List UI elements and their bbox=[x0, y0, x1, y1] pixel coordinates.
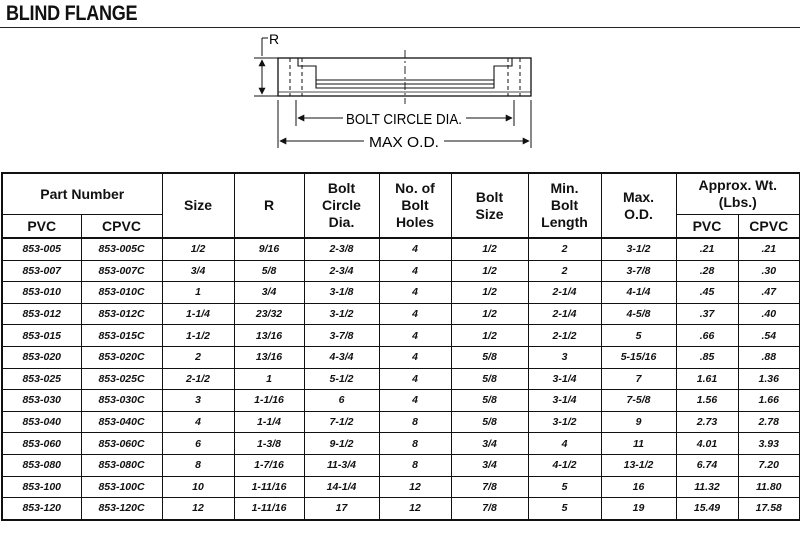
table-row bbox=[2, 433, 800, 455]
cell-r: 1-1/4 bbox=[234, 411, 304, 433]
cell-bolt-circle-dia: 3-1/8 bbox=[304, 282, 379, 304]
cell-max-od: 7-5/8 bbox=[601, 390, 676, 412]
cell-min-bolt-length: 2-1/2 bbox=[528, 325, 601, 347]
cell-r: 1-11/16 bbox=[234, 498, 304, 520]
cell-cpvc-part: 853-060C bbox=[81, 433, 162, 455]
cell-pvc-part: 853-100 bbox=[2, 476, 81, 498]
cell-cpvc-part: 853-100C bbox=[81, 476, 162, 498]
cell-bolt-holes: 4 bbox=[379, 282, 451, 304]
table-row bbox=[2, 346, 800, 368]
cell-min-bolt-length: 3-1/4 bbox=[528, 368, 601, 390]
cell-pvc-part: 853-007 bbox=[2, 260, 81, 282]
cell-bolt-holes: 8 bbox=[379, 433, 451, 455]
cell-size: 12 bbox=[162, 498, 234, 520]
cell-size: 4 bbox=[162, 411, 234, 433]
flange-drawing bbox=[0, 0, 800, 170]
page-title: BLIND FLANGE bbox=[6, 2, 138, 25]
table-row bbox=[2, 411, 800, 433]
cell-r: 1-1/16 bbox=[234, 390, 304, 412]
cell-pvc-part: 853-040 bbox=[2, 411, 81, 433]
header-bolt-size-line2: Size bbox=[475, 205, 504, 222]
cell-min-bolt-length: 2-1/4 bbox=[528, 282, 601, 304]
r-label: R bbox=[269, 31, 280, 47]
cell-cpvc-part: 853-005C bbox=[81, 238, 162, 260]
header-pvc: PVC bbox=[2, 215, 81, 239]
cell-r: 5/8 bbox=[234, 260, 304, 282]
cell-size: 1-1/4 bbox=[162, 303, 234, 325]
cell-bolt-circle-dia: 3-7/8 bbox=[304, 325, 379, 347]
header-max-od-line2: O.D. bbox=[624, 205, 653, 222]
cell-bolt-size: 1/2 bbox=[451, 238, 528, 260]
cell-size: 8 bbox=[162, 454, 234, 476]
header-wt-cpvc: CPVC bbox=[738, 215, 800, 239]
cell-max-od: 7 bbox=[601, 368, 676, 390]
cell-wt-pvc: .37 bbox=[676, 303, 738, 325]
cell-min-bolt-length: 4 bbox=[528, 433, 601, 455]
header-wt-pvc: PVC bbox=[676, 215, 738, 239]
table-row bbox=[2, 454, 800, 476]
cell-wt-cpvc: 11.80 bbox=[738, 476, 800, 498]
cell-wt-cpvc: .88 bbox=[738, 346, 800, 368]
cell-bolt-holes: 4 bbox=[379, 260, 451, 282]
header-bolt-holes-line1: No. of bbox=[395, 180, 435, 197]
header-min-bolt-length-line3: Length bbox=[541, 213, 588, 230]
cell-bolt-circle-dia: 14-1/4 bbox=[304, 476, 379, 498]
bolt-circle-label: BOLT CIRCLE DIA. bbox=[346, 111, 462, 128]
cell-max-od: 3-7/8 bbox=[601, 260, 676, 282]
header-cpvc: CPVC bbox=[81, 215, 162, 239]
cell-bolt-size: 1/2 bbox=[451, 325, 528, 347]
cell-size: 6 bbox=[162, 433, 234, 455]
cell-wt-pvc: .85 bbox=[676, 346, 738, 368]
cell-size: 3 bbox=[162, 390, 234, 412]
cell-bolt-holes: 4 bbox=[379, 346, 451, 368]
cell-cpvc-part: 853-030C bbox=[81, 390, 162, 412]
cell-cpvc-part: 853-010C bbox=[81, 282, 162, 304]
cell-min-bolt-length: 3-1/2 bbox=[528, 411, 601, 433]
cell-wt-cpvc: 2.78 bbox=[738, 411, 800, 433]
cell-size: 2 bbox=[162, 346, 234, 368]
flange-body bbox=[278, 58, 531, 96]
table-row bbox=[2, 238, 800, 260]
cell-wt-pvc: 2.73 bbox=[676, 411, 738, 433]
cell-size: 3/4 bbox=[162, 260, 234, 282]
cell-max-od: 4-5/8 bbox=[601, 303, 676, 325]
cell-r: 1 bbox=[234, 368, 304, 390]
cell-cpvc-part: 853-080C bbox=[81, 454, 162, 476]
cell-r: 1-11/16 bbox=[234, 476, 304, 498]
header-min-bolt-length-line1: Min. bbox=[550, 180, 579, 197]
cell-bolt-holes: 4 bbox=[379, 325, 451, 347]
cell-pvc-part: 853-020 bbox=[2, 346, 81, 368]
cell-size: 1-1/2 bbox=[162, 325, 234, 347]
cell-size: 10 bbox=[162, 476, 234, 498]
cell-cpvc-part: 853-020C bbox=[81, 346, 162, 368]
cell-cpvc-part: 853-012C bbox=[81, 303, 162, 325]
header-bolt-circle-line2: Circle bbox=[322, 197, 361, 214]
cell-r: 1-3/8 bbox=[234, 433, 304, 455]
cell-min-bolt-length: 2 bbox=[528, 238, 601, 260]
cell-bolt-circle-dia: 17 bbox=[304, 498, 379, 520]
cell-pvc-part: 853-005 bbox=[2, 238, 81, 260]
cell-bolt-size: 5/8 bbox=[451, 390, 528, 412]
table-row bbox=[2, 325, 800, 347]
cell-pvc-part: 853-060 bbox=[2, 433, 81, 455]
cell-wt-cpvc: .54 bbox=[738, 325, 800, 347]
cell-bolt-size: 1/2 bbox=[451, 282, 528, 304]
cell-wt-cpvc: .40 bbox=[738, 303, 800, 325]
cell-wt-pvc: 4.01 bbox=[676, 433, 738, 455]
cell-bolt-circle-dia: 11-3/4 bbox=[304, 454, 379, 476]
cell-min-bolt-length: 3-1/4 bbox=[528, 390, 601, 412]
table-row bbox=[2, 303, 800, 325]
cell-bolt-size: 7/8 bbox=[451, 498, 528, 520]
cell-r: 1-7/16 bbox=[234, 454, 304, 476]
cell-wt-cpvc: .47 bbox=[738, 282, 800, 304]
cell-bolt-circle-dia: 5-1/2 bbox=[304, 368, 379, 390]
cell-pvc-part: 853-012 bbox=[2, 303, 81, 325]
cell-pvc-part: 853-030 bbox=[2, 390, 81, 412]
header-bolt-circle-line3: Dia. bbox=[328, 213, 355, 230]
cell-wt-pvc: 1.56 bbox=[676, 390, 738, 412]
header-size: Size bbox=[162, 173, 234, 238]
cell-wt-pvc: .21 bbox=[676, 238, 738, 260]
cell-max-od: 4-1/4 bbox=[601, 282, 676, 304]
header-bolt-holes bbox=[379, 173, 451, 238]
header-min-bolt-length-line2: Bolt bbox=[550, 197, 579, 214]
header-bolt-holes-line2: Bolt bbox=[401, 197, 429, 214]
cell-bolt-size: 5/8 bbox=[451, 346, 528, 368]
cell-size: 2-1/2 bbox=[162, 368, 234, 390]
cell-max-od: 5 bbox=[601, 325, 676, 347]
header-approx-wt-line1: Approx. Wt. bbox=[698, 177, 778, 194]
cell-max-od: 16 bbox=[601, 476, 676, 498]
cell-bolt-circle-dia: 4-3/4 bbox=[304, 346, 379, 368]
cell-max-od: 9 bbox=[601, 411, 676, 433]
cell-bolt-holes: 4 bbox=[379, 238, 451, 260]
cell-bolt-size: 5/8 bbox=[451, 411, 528, 433]
cell-bolt-size: 3/4 bbox=[451, 454, 528, 476]
max-od-label: MAX O.D. bbox=[369, 134, 439, 151]
cell-wt-cpvc: 1.36 bbox=[738, 368, 800, 390]
cell-cpvc-part: 853-120C bbox=[81, 498, 162, 520]
cell-max-od: 3-1/2 bbox=[601, 238, 676, 260]
header-max-od-line1: Max. bbox=[622, 188, 655, 205]
cell-bolt-circle-dia: 2-3/8 bbox=[304, 238, 379, 260]
cell-wt-pvc: 11.32 bbox=[676, 476, 738, 498]
cell-bolt-holes: 12 bbox=[379, 498, 451, 520]
cell-cpvc-part: 853-007C bbox=[81, 260, 162, 282]
cell-bolt-holes: 8 bbox=[379, 411, 451, 433]
header-bolt-circle bbox=[304, 173, 379, 238]
cell-min-bolt-length: 4-1/2 bbox=[528, 454, 601, 476]
cell-bolt-holes: 8 bbox=[379, 454, 451, 476]
cell-bolt-size: 1/2 bbox=[451, 303, 528, 325]
table-row bbox=[2, 498, 800, 520]
cell-wt-pvc: 1.61 bbox=[676, 368, 738, 390]
cell-min-bolt-length: 2 bbox=[528, 260, 601, 282]
table-row bbox=[2, 476, 800, 498]
cell-bolt-circle-dia: 2-3/4 bbox=[304, 260, 379, 282]
header-r: R bbox=[234, 173, 304, 238]
cell-r: 13/16 bbox=[234, 325, 304, 347]
header-approx-wt-line2: (Lbs.) bbox=[718, 194, 757, 210]
cell-max-od: 13-1/2 bbox=[601, 454, 676, 476]
cell-wt-pvc: .45 bbox=[676, 282, 738, 304]
cell-bolt-holes: 4 bbox=[379, 368, 451, 390]
cell-bolt-size: 5/8 bbox=[451, 368, 528, 390]
cell-r: 3/4 bbox=[234, 282, 304, 304]
cell-bolt-circle-dia: 6 bbox=[304, 390, 379, 412]
cell-wt-cpvc: 1.66 bbox=[738, 390, 800, 412]
header-max-od bbox=[601, 173, 676, 238]
cell-bolt-holes: 4 bbox=[379, 390, 451, 412]
cell-wt-pvc: 6.74 bbox=[676, 454, 738, 476]
cell-pvc-part: 853-010 bbox=[2, 282, 81, 304]
cell-max-od: 11 bbox=[601, 433, 676, 455]
header-bolt-size bbox=[451, 173, 528, 238]
cell-bolt-circle-dia: 3-1/2 bbox=[304, 303, 379, 325]
spec-table bbox=[1, 172, 800, 521]
cell-min-bolt-length: 5 bbox=[528, 476, 601, 498]
cell-bolt-circle-dia: 7-1/2 bbox=[304, 411, 379, 433]
cell-wt-pvc: 15.49 bbox=[676, 498, 738, 520]
cell-size: 1/2 bbox=[162, 238, 234, 260]
cell-wt-pvc: .66 bbox=[676, 325, 738, 347]
cell-wt-cpvc: 7.20 bbox=[738, 454, 800, 476]
cell-bolt-size: 7/8 bbox=[451, 476, 528, 498]
header-part-number: Part Number bbox=[2, 173, 162, 215]
cell-pvc-part: 853-015 bbox=[2, 325, 81, 347]
cell-r: 9/16 bbox=[234, 238, 304, 260]
cell-cpvc-part: 853-040C bbox=[81, 411, 162, 433]
cell-bolt-holes: 4 bbox=[379, 303, 451, 325]
cell-wt-pvc: .28 bbox=[676, 260, 738, 282]
cell-bolt-size: 1/2 bbox=[451, 260, 528, 282]
cell-wt-cpvc: .21 bbox=[738, 238, 800, 260]
table-row bbox=[2, 260, 800, 282]
header-bolt-circle-line1: Bolt bbox=[327, 180, 356, 197]
header-bolt-size-line1: Bolt bbox=[475, 188, 504, 205]
cell-bolt-size: 3/4 bbox=[451, 433, 528, 455]
header-min-bolt-length bbox=[528, 173, 601, 238]
cell-size: 1 bbox=[162, 282, 234, 304]
cell-pvc-part: 853-120 bbox=[2, 498, 81, 520]
table-row bbox=[2, 368, 800, 390]
cell-r: 23/32 bbox=[234, 303, 304, 325]
cell-wt-cpvc: 3.93 bbox=[738, 433, 800, 455]
cell-max-od: 5-15/16 bbox=[601, 346, 676, 368]
cell-min-bolt-length: 3 bbox=[528, 346, 601, 368]
cell-min-bolt-length: 2-1/4 bbox=[528, 303, 601, 325]
cell-bolt-circle-dia: 9-1/2 bbox=[304, 433, 379, 455]
table-row bbox=[2, 390, 800, 412]
cell-bolt-holes: 12 bbox=[379, 476, 451, 498]
header-approx-wt bbox=[676, 173, 800, 215]
cell-min-bolt-length: 5 bbox=[528, 498, 601, 520]
cell-pvc-part: 853-080 bbox=[2, 454, 81, 476]
cell-max-od: 19 bbox=[601, 498, 676, 520]
table-body bbox=[2, 238, 800, 520]
cell-wt-cpvc: .30 bbox=[738, 260, 800, 282]
cell-r: 13/16 bbox=[234, 346, 304, 368]
cell-cpvc-part: 853-025C bbox=[81, 368, 162, 390]
table-row bbox=[2, 282, 800, 304]
cell-cpvc-part: 853-015C bbox=[81, 325, 162, 347]
cell-wt-cpvc: 17.58 bbox=[738, 498, 800, 520]
header-bolt-holes-line3: Holes bbox=[395, 213, 435, 230]
cell-pvc-part: 853-025 bbox=[2, 368, 81, 390]
